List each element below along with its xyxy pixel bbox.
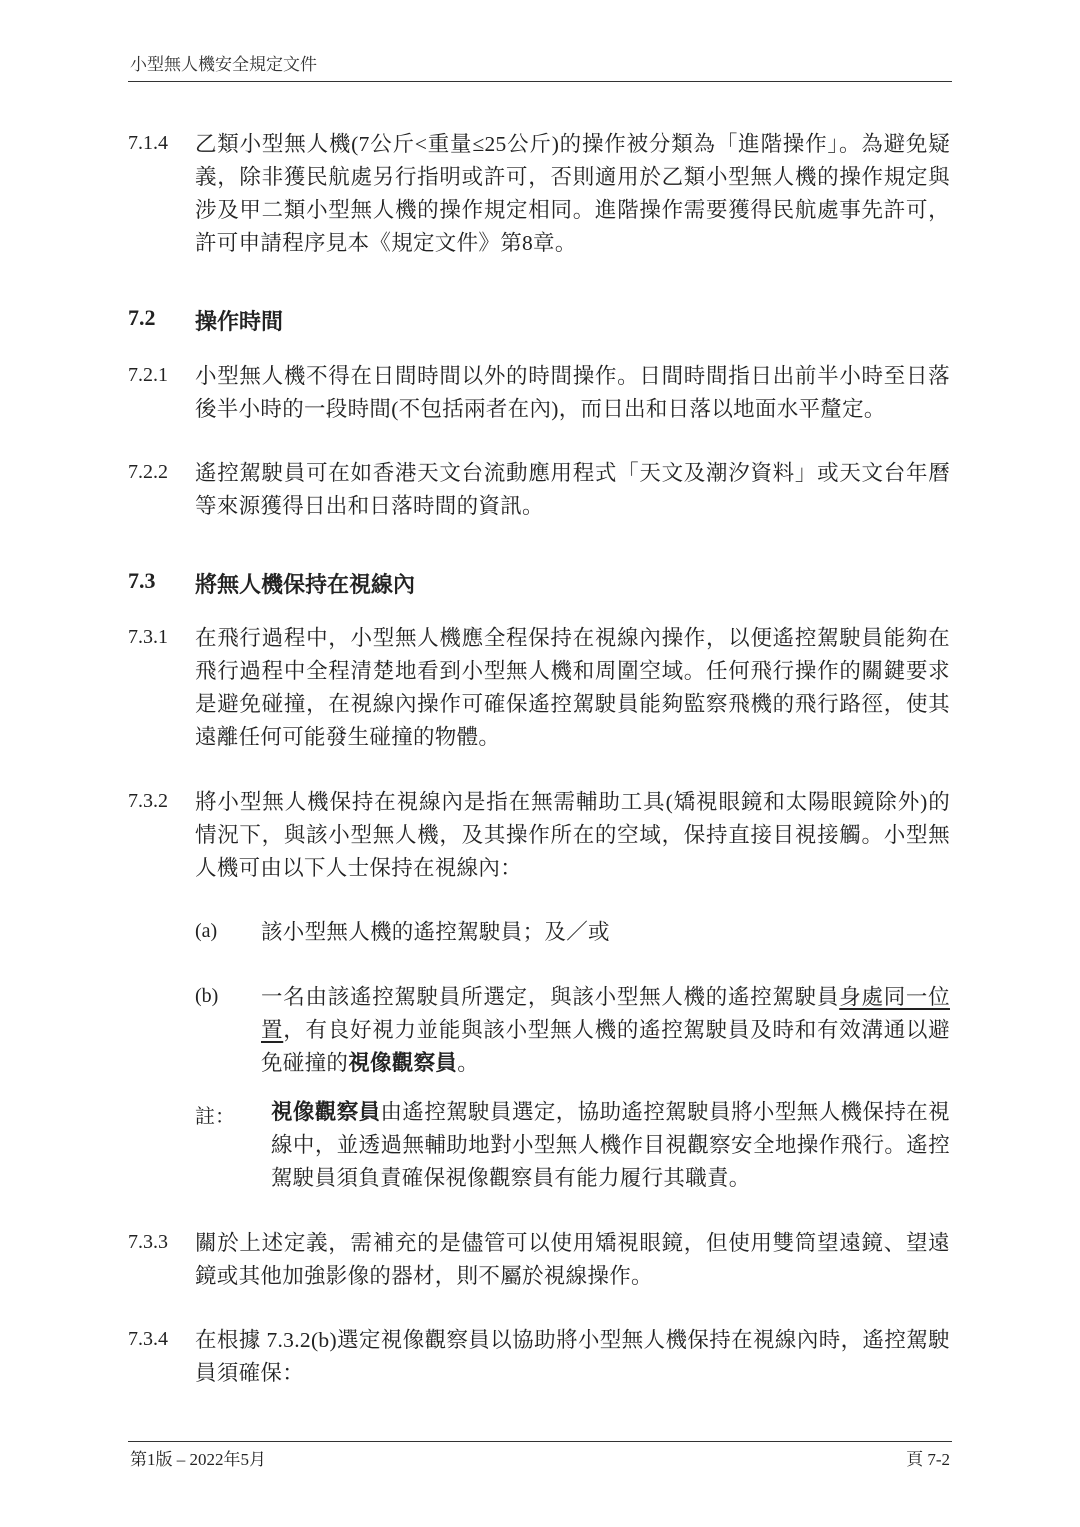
list-item-a [128,916,950,949]
heading-title: 操作時間 [195,309,284,334]
paragraph-7-3-4 [128,1324,950,1390]
para-number: 7.3.4 [128,1328,168,1350]
para-text: 在飛行過程中，小型無人機應全程保持在視線內操作，以便遙控駕駛員能夠在飛行過程中全程清楚地看到小型無人機和周圍空域。任何飛行操作的關鍵要求是避免碰撞，在視線內操作可確保遙控駕駛員能夠監察飛機的飛行路徑，使其遠離任何可能發生碰撞的物體。 [195,626,950,749]
running-header: 小型無人機安全規定文件 [130,55,317,74]
paragraph-7-2-1 [128,360,950,426]
para-number: 7.1.4 [128,132,168,154]
page-number: 頁 7-2 [906,1450,950,1469]
para-number: 7.3.2 [128,790,168,812]
para-number: 7.2.1 [128,364,168,386]
text-segment: 由遙控駕駛員選定，協助遙控駕駛員將小型無人機保持在視線中，並透過無輔助地對小型無人機作目視觀察安全地操作飛行。遙控駕駛員須負責確保視像觀察員有能力履行其職責。 [271,1100,950,1190]
paragraph-7-3-2 [128,786,950,885]
underlined-term: 身處同一位置 [261,985,950,1042]
paragraph-7-2-2 [128,457,950,523]
para-number: 7.3.1 [128,626,168,648]
item-label: (a) [195,920,218,942]
heading-title: 將無人機保持在視線內 [195,572,416,597]
text-segment: 一名由該遙控駕駛員所選定，與該小型無人機的遙控駕駛員 [261,985,840,1009]
header-rule [128,81,952,82]
note-text [271,1096,950,1195]
list-item-b [128,981,950,1080]
para-text: 將小型無人機保持在視線內是指在無需輔助工具(矯視眼鏡和太陽眼鏡除外)的情況下，與該小型無人機，及其操作所在的空域，保持直接目視接觸。小型無人機可由以下人士保持在視線內： [195,790,950,880]
text-segment: ，有良好視力並能與該小型無人機的遙控駕駛員及時和有效溝通以避免碰撞的 [261,1018,950,1075]
section-heading-7-2 [128,305,284,334]
item-label: (b) [195,985,219,1007]
note-label: 註： [195,1106,235,1128]
note [128,1096,950,1195]
para-text: 遙控駕駛員可在如香港天文台流動應用程式「天文及潮汐資料」或天文台年曆等來源獲得日出和日落時間的資訊。 [195,461,950,518]
para-text: 乙類小型無人機(7公斤<重量≤25公斤)的操作被分類為「進階操作」。為避免疑義，除非獲民航處另行指明或許可，否則適用於乙類小型無人機的操作規定與涉及甲二類小型無人機的操作規定相同。進階操作需要獲得民航處事先許可，許可申請程序見本《規定文件》第8章。 [195,132,950,255]
paragraph-7-1-4 [128,128,950,260]
bold-term: 視像觀察員 [348,1051,458,1075]
heading-number: 7.3 [128,568,156,593]
para-text: 關於上述定義，需補充的是儘管可以使用矯視眼鏡，但使用雙筒望遠鏡、望遠鏡或其他加強影像的器材，則不屬於視線操作。 [195,1231,950,1288]
para-text: 在根據 7.3.2(b)選定視像觀察員以協助將小型無人機保持在視線內時，遙控駕駛員須確保： [195,1328,950,1385]
para-text: 小型無人機不得在日間時間以外的時間操作。日間時間指日出前半小時至日落後半小時的一段時間(不包括兩者在內)，而日出和日落以地面水平釐定。 [195,364,950,421]
paragraph-7-3-1 [128,622,950,754]
section-heading-7-3 [128,568,416,597]
footer-rule [128,1441,952,1442]
paragraph-7-3-3 [128,1227,950,1293]
bold-term: 視像觀察員 [271,1100,381,1124]
heading-number: 7.2 [128,305,156,330]
item-text [261,981,950,1080]
para-number: 7.3.3 [128,1231,168,1253]
text-segment: 。 [457,1051,480,1075]
para-number: 7.2.2 [128,461,168,483]
item-text: 該小型無人機的遙控駕駛員；及／或 [261,920,610,944]
edition-date: 第1版 – 2022年5月 [130,1450,266,1469]
